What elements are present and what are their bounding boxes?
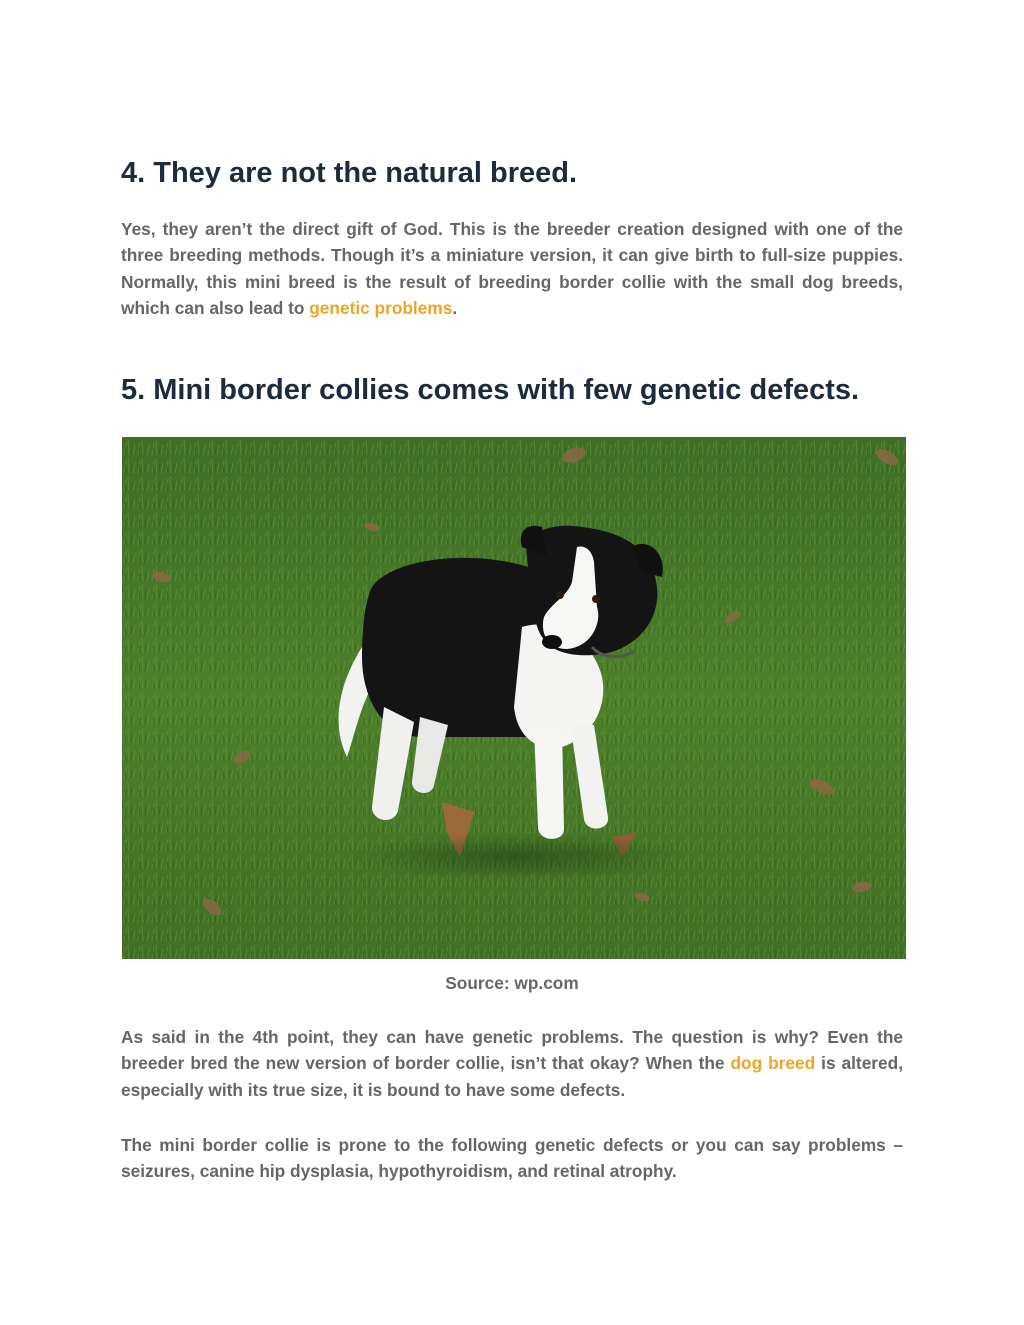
section-5-paragraph-2: The mini border collie is prone to the following genetic defects or you can say problems – seizures, canine hip dysplasia, hypothyroidism, and retinal atrophy. xyxy=(121,1135,903,1182)
section-5-paragraph-1 xyxy=(121,1024,903,1103)
puppy-photo-illustration xyxy=(122,437,906,959)
section-4-paragraph xyxy=(121,216,903,322)
section-5-heading: 5. Mini border collies comes with few genetic defects. xyxy=(121,374,860,406)
dog-breed-link[interactable]: dog breed xyxy=(730,1053,816,1074)
section-5-paragraph-1-text: As said in the 4th point, they can have genetic problems. The question is why? Even the breeder bred the new version of border collie, isn’t that okay? When the xyxy=(121,1027,903,1074)
border-collie-puppy-photo xyxy=(122,437,906,959)
section-4-paragraph-end: . xyxy=(452,298,458,319)
image-caption: Source: wp.com xyxy=(445,973,579,993)
section-5-paragraph-1-end: is altered, especially with its true size, it is bound to have some defects. xyxy=(121,1053,903,1100)
section-4-paragraph-text: Yes, they aren’t the direct gift of God. This is the breeder creation designed with one of the three breeding methods. Though it’s a miniature version, it can give birth to full-size puppies. Normally, this mini breed is the result of breeding border collie with the small dog breeds, which can also lead to xyxy=(121,219,903,319)
section-4-heading: 4. They are not the natural breed. xyxy=(121,157,578,189)
genetic-problems-link[interactable]: genetic problems xyxy=(309,298,453,319)
